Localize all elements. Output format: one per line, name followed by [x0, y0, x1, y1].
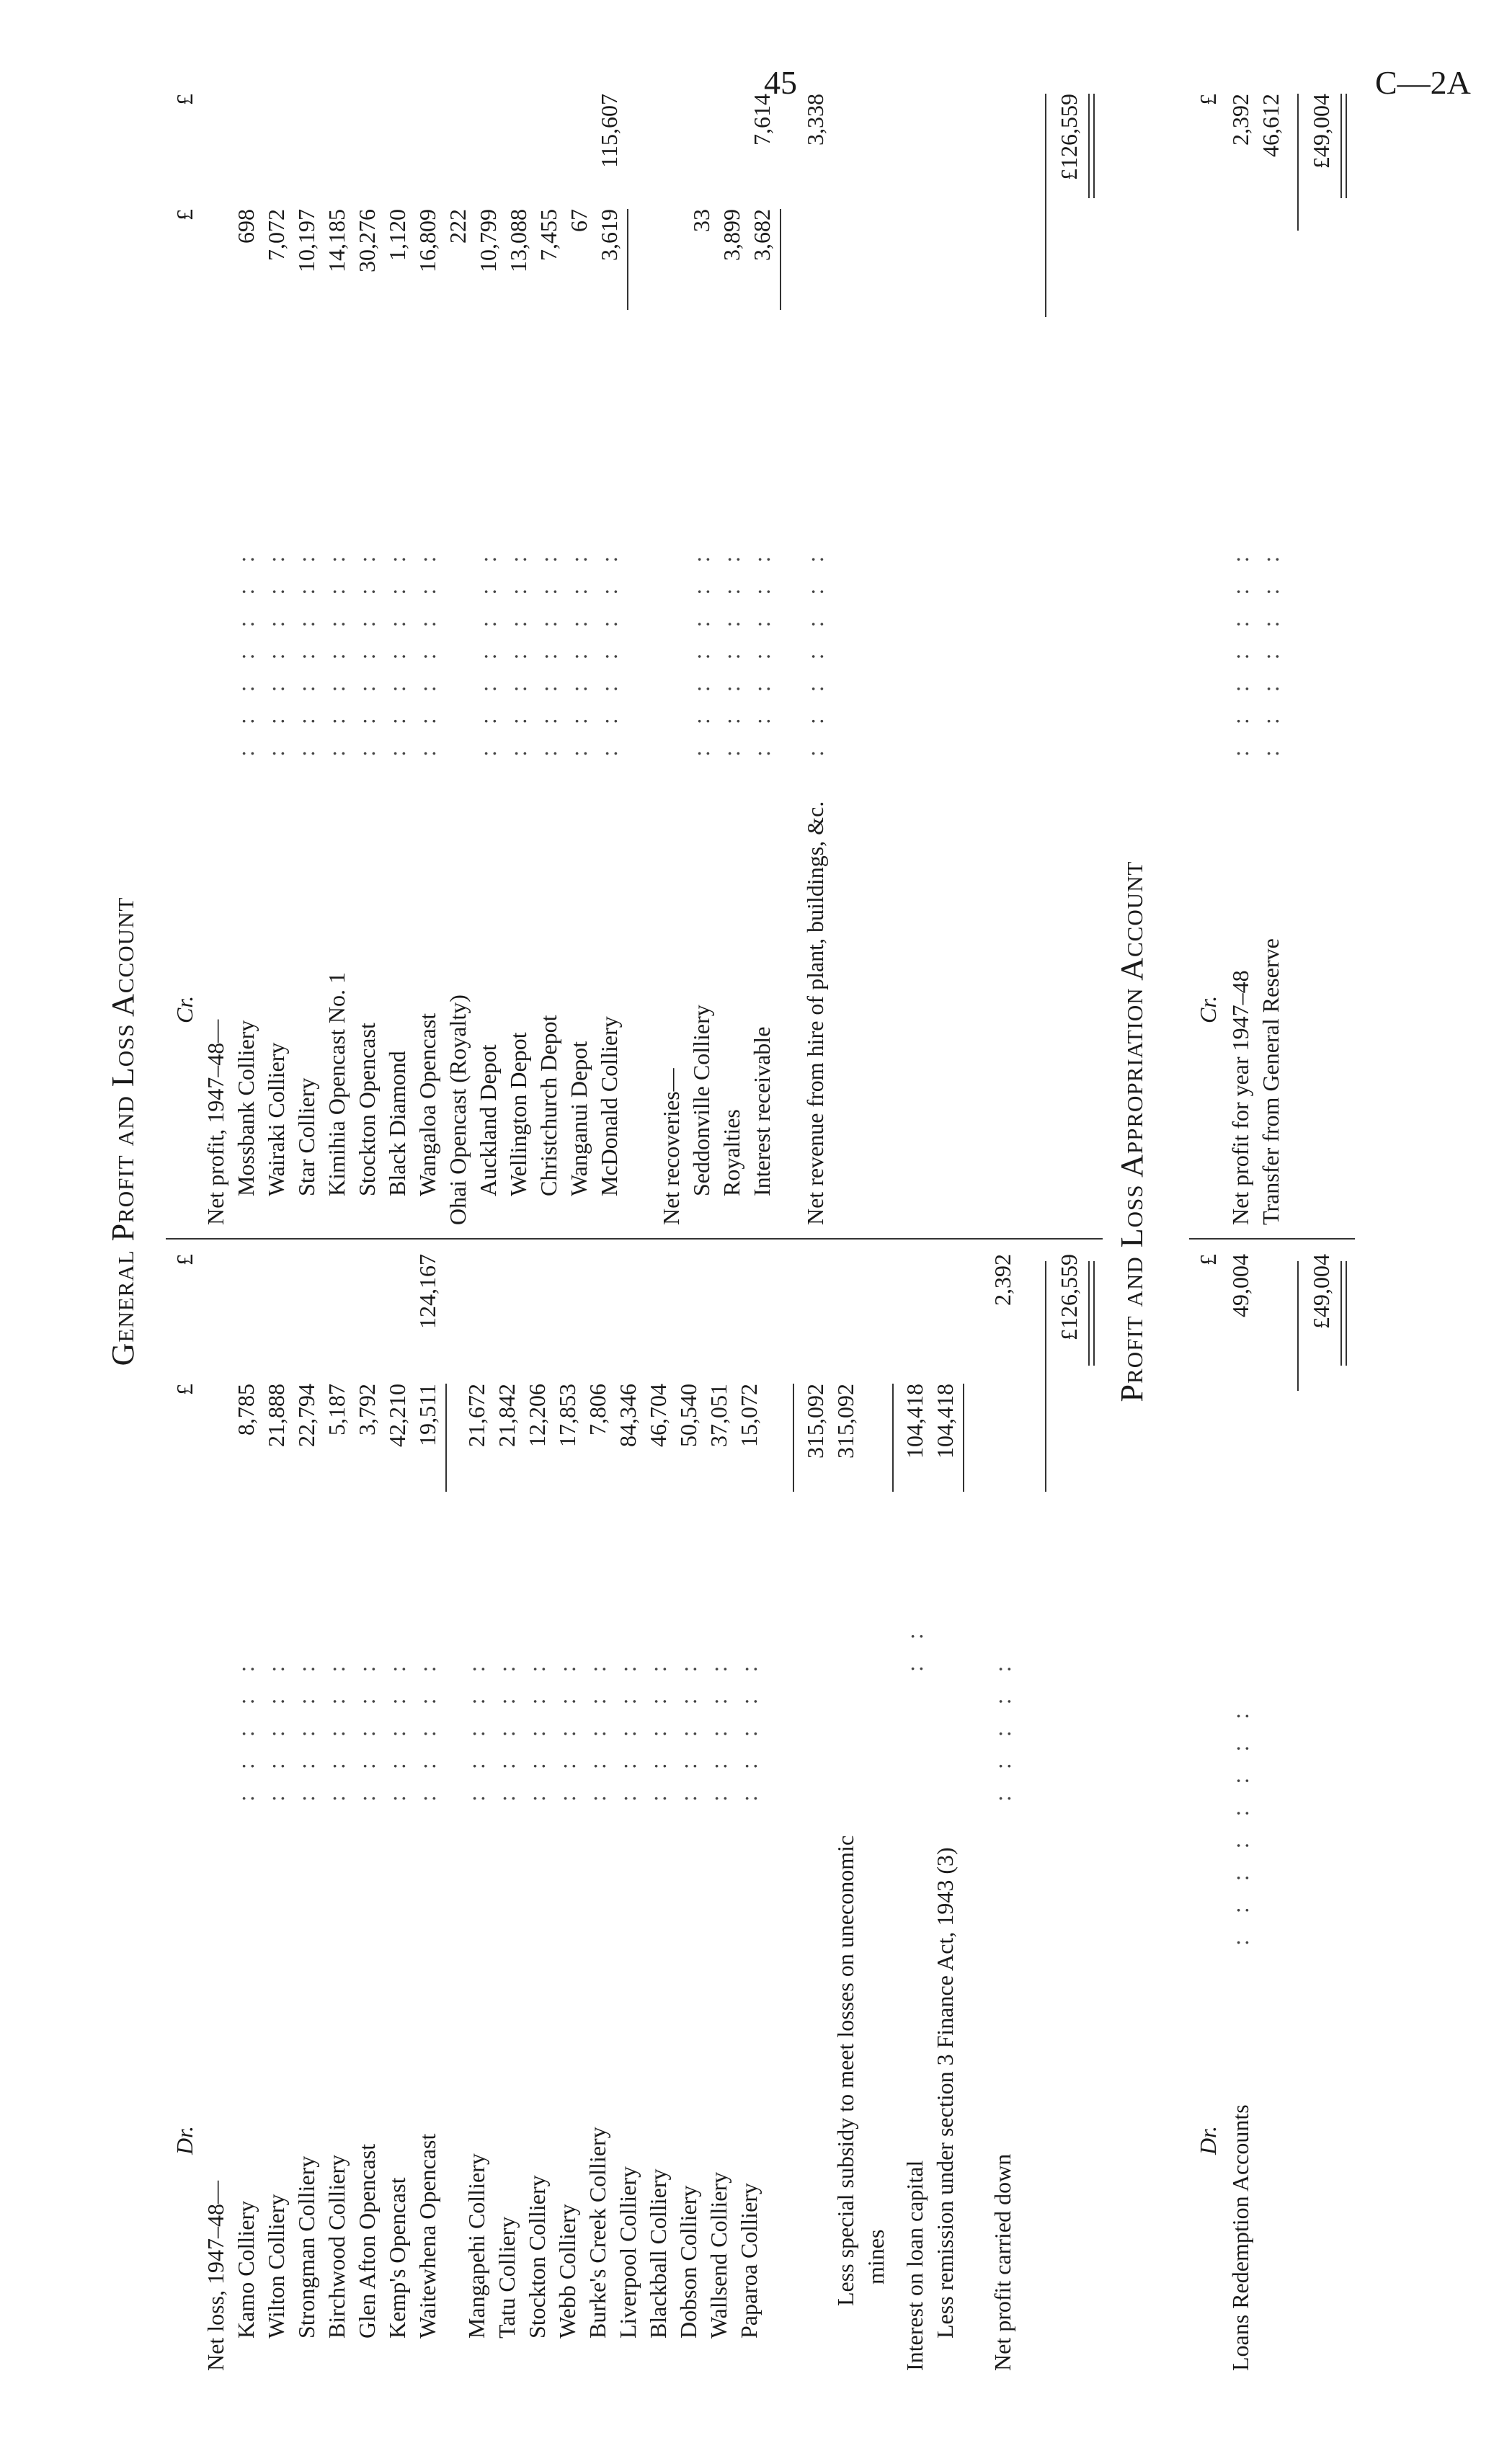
double-rule: [1340, 1261, 1347, 1366]
general-cr-currency-2: £: [172, 94, 197, 105]
leader-dots: : : : : :: [384, 1655, 410, 1802]
general-dr-total: £126,559: [1056, 1254, 1082, 1340]
leader-dots: : : : : :: [414, 1655, 440, 1802]
double-rule: [1340, 94, 1347, 198]
rule: [793, 1384, 794, 1492]
rule: [963, 1384, 964, 1492]
leader-dots: : : : : :: [675, 1655, 701, 1802]
row-amount: 21,842: [494, 1384, 520, 1447]
row-amount: 2,392: [1227, 94, 1253, 146]
appropriation-dr-total: £49,004: [1308, 1254, 1334, 1329]
row-label: Royalties: [719, 1109, 744, 1196]
leader-dots: : : : : : : :: [354, 546, 380, 757]
row-amount: 3,619: [596, 209, 622, 261]
leader-dots: : : : : : : :: [505, 546, 531, 757]
hire-revenue-amount: 3,338: [802, 94, 828, 146]
leader-dots: : : : : :: [463, 1655, 489, 1802]
interest-amount: 104,418: [902, 1384, 928, 1459]
leader-dots: : : : : :: [494, 1655, 520, 1802]
row-label: Kemp's Opencast: [384, 2177, 410, 2339]
row-label: Wanganui Depot: [566, 1041, 592, 1196]
remission-label: Less remission under section 3 Finance Act, 1943 (3): [932, 1847, 958, 2339]
row-amount: 8,785: [233, 1384, 259, 1436]
row-label: Wilton Colliery: [263, 2194, 289, 2339]
row-label: Wairaki Colliery: [263, 1042, 289, 1196]
appropriation-cr-currency: £: [1195, 94, 1221, 105]
rule: [1297, 1261, 1299, 1391]
general-cr-heading: Cr.: [172, 995, 197, 1023]
row-amount: 37,051: [706, 1384, 731, 1447]
appropriation-dr-currency: £: [1195, 1254, 1221, 1265]
general-dr-net-loss-label: Net loss, 1947–48—: [203, 2181, 228, 2371]
loans-redemption-amount: 49,004: [1227, 1254, 1253, 1317]
row-label: Wallsend Colliery: [706, 2171, 731, 2339]
remission-amount: 104,418: [932, 1384, 958, 1459]
leader-dots: : : : : :: [615, 1655, 641, 1802]
leader-dots: : : : : : : :: [263, 546, 289, 757]
row-label: Star Colliery: [293, 1077, 319, 1196]
row-amount: 21,888: [263, 1384, 289, 1447]
appropriation-cr-total: £49,004: [1308, 94, 1334, 169]
subsidy-label-cont: mines: [863, 2229, 889, 2284]
leader-dots: : : : : :: [706, 1655, 731, 1802]
leader-dots: : : : : : : :: [414, 546, 440, 757]
double-rule: [1088, 94, 1095, 198]
leader-dots: : : : : : : : :: [1227, 1702, 1253, 1946]
row-amount: 67: [566, 209, 592, 232]
row-label: Ohai Opencast (Royalty): [445, 994, 471, 1225]
general-cr-net-profit-label: Net profit, 1947–48—: [203, 1019, 228, 1225]
row-label: Waitewhena Opencast: [414, 2133, 440, 2339]
row-label: Glen Afton Opencast: [354, 2143, 380, 2339]
appropriation-account-title: Profit and Loss Appropriation Account: [1114, 860, 1149, 1402]
rule: [1297, 94, 1299, 231]
general-dr-currency-1: £: [172, 1384, 197, 1395]
leader-dots: : : : : : : :: [719, 546, 744, 757]
row-label: Liverpool Colliery: [615, 2166, 641, 2339]
general-dr-group2-sum: 315,092: [802, 1384, 828, 1459]
row-amount: 22,794: [293, 1384, 319, 1447]
row-amount: 3,792: [354, 1384, 380, 1436]
row-label: Mossbank Colliery: [233, 1020, 259, 1196]
row-amount: 222: [445, 209, 471, 244]
leader-dots: : : : : :: [233, 1655, 259, 1802]
row-label: Webb Colliery: [554, 2204, 580, 2339]
rule: [780, 209, 781, 310]
row-amount: 33: [688, 209, 714, 232]
general-cr-total: £126,559: [1056, 94, 1082, 180]
rule: [892, 1384, 894, 1492]
leader-dots: : : : : :: [645, 1655, 671, 1802]
row-amount: 17,853: [554, 1384, 580, 1447]
row-label: Mangapehi Colliery: [463, 2153, 489, 2339]
row-label: Seddonville Colliery: [688, 1005, 714, 1196]
leader-dots: : : : : :: [736, 1655, 762, 1802]
leader-dots: : : : : : : :: [749, 546, 775, 757]
column-divider: [1189, 1238, 1355, 1240]
row-amount: 46,704: [645, 1384, 671, 1447]
row-amount: 15,072: [736, 1384, 762, 1447]
leader-dots: : : : : : : :: [1227, 546, 1253, 757]
net-profit-carried-amount: 2,392: [990, 1254, 1015, 1306]
leader-dots: : : : : : : :: [596, 546, 622, 757]
recoveries-label: Net recoveries—: [658, 1068, 684, 1225]
row-label: Stockton Colliery: [524, 2175, 550, 2339]
row-label: Interest receivable: [749, 1026, 775, 1196]
leader-dots: : : : : : : :: [293, 546, 319, 757]
row-amount: 42,210: [384, 1384, 410, 1447]
leader-dots: : : : : :: [324, 1655, 350, 1802]
general-cr-group-total: 115,607: [596, 94, 622, 168]
general-account-title: General Profit and Loss Account: [105, 896, 141, 1366]
row-label: Strongman Colliery: [293, 2155, 319, 2339]
rule: [627, 209, 628, 310]
row-amount: 3,899: [719, 209, 744, 261]
rule: [1045, 94, 1046, 317]
row-label: Burke's Creek Colliery: [584, 2127, 610, 2339]
row-label: Tatu Colliery: [494, 2216, 520, 2339]
row-amount: 1,120: [384, 209, 410, 261]
row-amount: 698: [233, 209, 259, 244]
row-amount: 46,612: [1258, 94, 1284, 157]
row-amount: 5,187: [324, 1384, 350, 1436]
row-label: Paparoa Colliery: [736, 2183, 762, 2339]
general-dr-group1-total: 124,167: [414, 1254, 440, 1329]
row-label: Auckland Depot: [475, 1044, 501, 1196]
row-label: McDonald Colliery: [596, 1016, 622, 1196]
subsidy-amount: 315,092: [832, 1384, 858, 1459]
leader-dots: : : : : :: [990, 1655, 1015, 1802]
general-dr-heading: Dr.: [172, 2125, 197, 2155]
row-amount: 13,088: [505, 209, 531, 272]
loans-redemption-label: Loans Redemption Accounts: [1227, 2104, 1253, 2371]
interest-label: Interest on loan capital: [902, 2160, 928, 2371]
row-label: Transfer from General Reserve: [1258, 938, 1284, 1225]
document-reference: C—2A: [1375, 64, 1471, 101]
row-amount: 12,206: [524, 1384, 550, 1447]
leader-dots: : : : : : : :: [324, 546, 350, 757]
appropriation-dr-heading: Dr.: [1195, 2125, 1221, 2155]
leader-dots: : : : : : : :: [688, 546, 714, 757]
row-label: Net profit for year 1947–48: [1227, 970, 1253, 1225]
rule: [1045, 1261, 1046, 1492]
leader-dots: : : : : :: [554, 1655, 580, 1802]
row-amount: 19,511: [414, 1384, 440, 1446]
row-amount: 10,197: [293, 209, 319, 272]
leader-dots: : : : : : : :: [535, 546, 561, 757]
leader-dots: : : : : :: [293, 1655, 319, 1802]
net-profit-carried-label: Net profit carried down: [990, 2153, 1015, 2371]
row-label: Christchurch Depot: [535, 1015, 561, 1196]
row-label: Kimihia Opencast No. 1: [324, 971, 350, 1196]
row-label: Stockton Opencast: [354, 1023, 380, 1196]
column-divider: [166, 1238, 1103, 1240]
row-amount: 16,809: [414, 209, 440, 272]
row-label: Wellington Depot: [505, 1032, 531, 1196]
row-amount: 7,806: [584, 1384, 610, 1436]
subsidy-label: Less special subsidy to meet losses on uneconomic: [832, 1835, 858, 2306]
leader-dots: : : : : : : :: [1258, 546, 1284, 757]
row-amount: 50,540: [675, 1384, 701, 1447]
row-amount: 84,346: [615, 1384, 641, 1447]
recoveries-total: 7,614: [749, 94, 775, 146]
row-label: Dobson Colliery: [675, 2185, 701, 2339]
row-amount: 30,276: [354, 209, 380, 272]
row-label: Wangaloa Opencast: [414, 1013, 440, 1196]
row-label: Kamo Colliery: [233, 2200, 259, 2339]
general-dr-currency-2: £: [172, 1254, 197, 1265]
double-rule: [1088, 1261, 1095, 1366]
rotated-accounts-page: [79, 86, 1463, 2393]
leader-dots: : : : : : : :: [802, 546, 828, 757]
rule: [445, 1384, 447, 1492]
row-label: Black Diamond: [384, 1051, 410, 1196]
row-amount: 7,072: [263, 209, 289, 261]
row-label: Birchwood Colliery: [324, 2154, 350, 2339]
appropriation-cr-heading: Cr.: [1195, 995, 1221, 1023]
leader-dots: : : : : :: [263, 1655, 289, 1802]
row-amount: 21,672: [463, 1384, 489, 1447]
row-amount: 14,185: [324, 209, 350, 272]
leader-dots: : : : : : : :: [384, 546, 410, 757]
leader-dots: : : : : :: [354, 1655, 380, 1802]
leader-dots: : : : : : : :: [566, 546, 592, 757]
page-number: 45: [764, 64, 797, 101]
row-amount: 3,682: [749, 209, 775, 261]
leader-dots: : : : : :: [524, 1655, 550, 1802]
row-amount: 10,799: [475, 209, 501, 272]
leader-dots: : : : : : : :: [475, 546, 501, 757]
general-cr-currency-1: £: [172, 209, 197, 221]
row-label: Blackball Colliery: [645, 2168, 671, 2339]
leader-dots: : : : : :: [584, 1655, 610, 1802]
leader-dots: : : : : : : :: [233, 546, 259, 757]
leader-dots: : :: [902, 1623, 928, 1672]
row-amount: 7,455: [535, 209, 561, 261]
hire-revenue-label: Net revenue from hire of plant, buildings, &c.: [802, 801, 828, 1225]
